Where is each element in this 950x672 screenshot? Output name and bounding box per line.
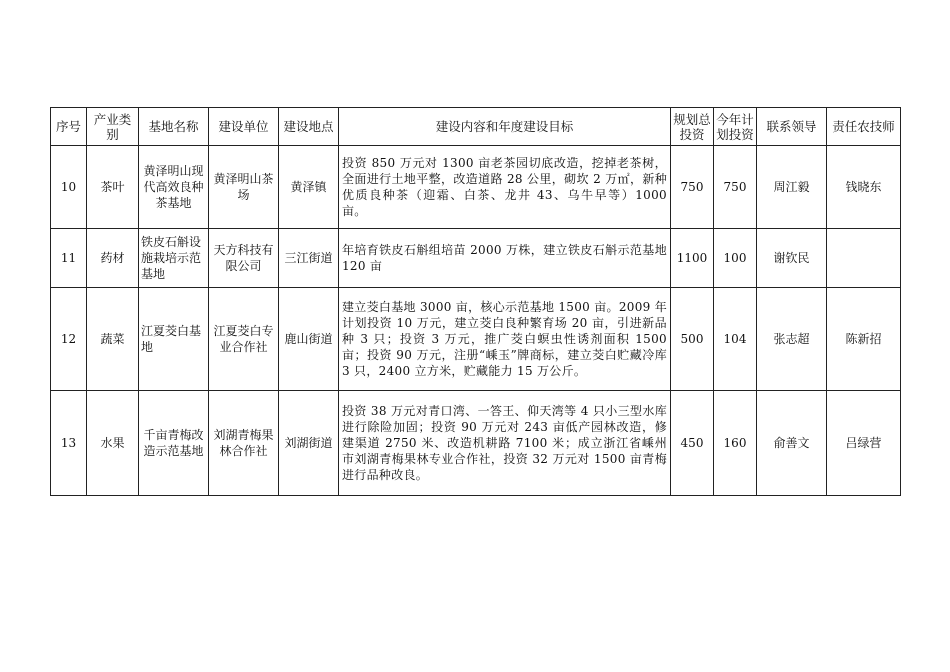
cell-content: 建立茭白基地 3000 亩，核心示范基地 1500 亩。2009 年计划投资 10 万元，建立茭白良种繁育场 20 亩，引进新品种 3 只；投资 3 万元，推广茭白螟虫性诱剂面积 1500 亩；投资 90 万元，注册“嵊玉”牌商标，建立茭白贮藏冷库 3 只，2400 立方米，贮藏能力 15 万公斤。 xyxy=(339,288,671,391)
cell-base-name: 千亩青梅改造示范基地 xyxy=(139,391,209,496)
header-total-invest: 规划总投资 xyxy=(671,108,714,146)
cell-location: 三江街道 xyxy=(279,229,339,288)
table-row xyxy=(51,391,901,496)
table-row xyxy=(51,146,901,229)
table-row xyxy=(51,229,901,288)
header-tech: 责任农技师 xyxy=(827,108,901,146)
header-unit: 建设单位 xyxy=(209,108,279,146)
cell-base-name: 铁皮石斛设施栽培示范基地 xyxy=(139,229,209,288)
cell-seq: 12 xyxy=(51,288,87,391)
cell-seq: 10 xyxy=(51,146,87,229)
cell-base-name: 黄泽明山现代高效良种茶基地 xyxy=(139,146,209,229)
cell-unit: 黄泽明山茶场 xyxy=(209,146,279,229)
cell-location: 刘湖街道 xyxy=(279,391,339,496)
cell-tech xyxy=(827,229,901,288)
cell-year-invest: 100 xyxy=(714,229,757,288)
cell-leader: 周江毅 xyxy=(757,146,827,229)
cell-category: 茶叶 xyxy=(87,146,139,229)
cell-total-invest: 750 xyxy=(671,146,714,229)
header-year-invest: 今年计划投资 xyxy=(714,108,757,146)
cell-category: 蔬菜 xyxy=(87,288,139,391)
cell-unit: 天方科技有限公司 xyxy=(209,229,279,288)
cell-content: 投资 38 万元对青口湾、一答王、仰天湾等 4 只小三型水库进行除险加固；投资 90 万元对 243 亩低产园林改造，修建渠道 2750 米、改造机耕路 7100 米；成立浙江省嵊州市刘湖青梅果林专业合作社，投资 32 万元对 1500 亩青梅进行品种改良。 xyxy=(339,391,671,496)
header-seq: 序号 xyxy=(51,108,87,146)
header-leader: 联系领导 xyxy=(757,108,827,146)
cell-content: 投资 850 万元对 1300 亩老茶园切底改造，挖掉老茶树，全面进行土地平整，改造道路 28 公里，砌坎 2 万㎡，新种优质良种茶（迎霜、白茶、龙井 43、乌牛早等）1000 亩。 xyxy=(339,146,671,229)
cell-category: 药材 xyxy=(87,229,139,288)
cell-location: 鹿山街道 xyxy=(279,288,339,391)
cell-year-invest: 104 xyxy=(714,288,757,391)
cell-total-invest: 450 xyxy=(671,391,714,496)
cell-base-name: 江夏茭白基地 xyxy=(139,288,209,391)
cell-year-invest: 750 xyxy=(714,146,757,229)
cell-leader: 张志超 xyxy=(757,288,827,391)
cell-unit: 刘湖青梅果林合作社 xyxy=(209,391,279,496)
cell-tech: 陈新招 xyxy=(827,288,901,391)
cell-leader: 俞善文 xyxy=(757,391,827,496)
cell-location: 黄泽镇 xyxy=(279,146,339,229)
header-location: 建设地点 xyxy=(279,108,339,146)
cell-total-invest: 1100 xyxy=(671,229,714,288)
cell-tech: 吕绿营 xyxy=(827,391,901,496)
table-row xyxy=(51,288,901,391)
cell-tech: 钱晓东 xyxy=(827,146,901,229)
cell-total-invest: 500 xyxy=(671,288,714,391)
header-row xyxy=(51,108,901,146)
header-base-name: 基地名称 xyxy=(139,108,209,146)
cell-seq: 11 xyxy=(51,229,87,288)
cell-category: 水果 xyxy=(87,391,139,496)
cell-unit: 江夏茭白专业合作社 xyxy=(209,288,279,391)
cell-year-invest: 160 xyxy=(714,391,757,496)
cell-content: 年培育铁皮石斛组培苗 2000 万株，建立铁皮石斛示范基地 120 亩 xyxy=(339,229,671,288)
cell-seq: 13 xyxy=(51,391,87,496)
header-content: 建设内容和年度建设目标 xyxy=(339,108,671,146)
cell-leader: 谢钦民 xyxy=(757,229,827,288)
header-category: 产业类别 xyxy=(87,108,139,146)
project-table xyxy=(50,107,901,496)
